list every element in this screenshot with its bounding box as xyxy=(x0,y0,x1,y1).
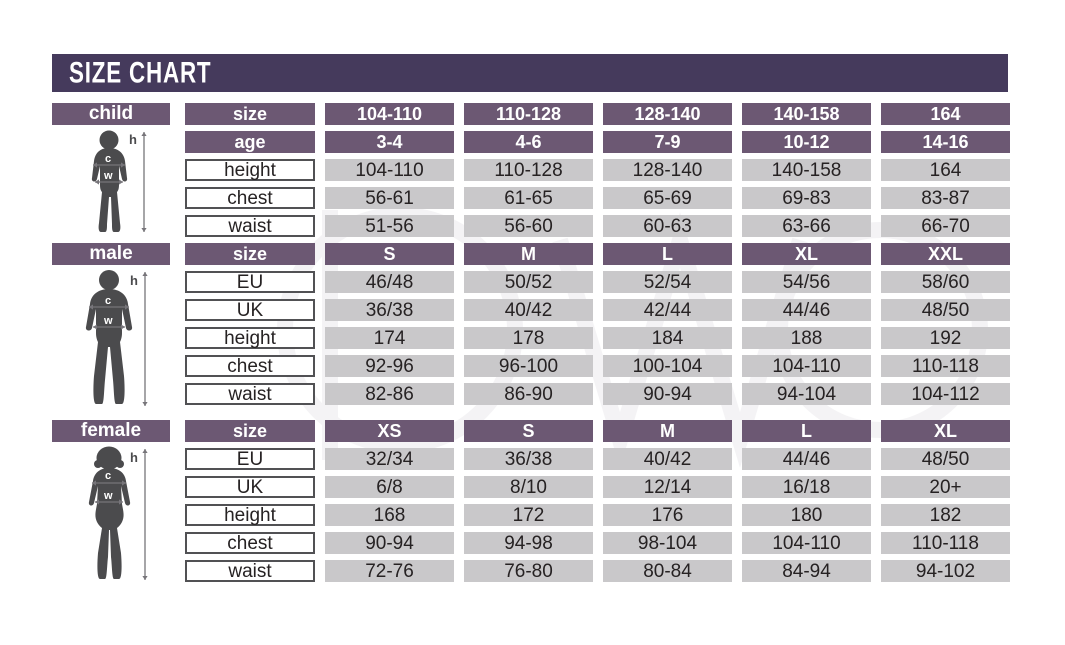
female-row-label-height: height xyxy=(185,504,315,526)
child-age-col4: 10-12 xyxy=(742,131,871,153)
male-uk-col2: 40/42 xyxy=(464,299,593,321)
child-age-col1: 3-4 xyxy=(325,131,454,153)
female-row-label-size: size xyxy=(185,420,315,442)
male-waist-col5: 104-112 xyxy=(881,383,1010,405)
svg-text:h: h xyxy=(128,132,137,147)
male-row-label-height: height xyxy=(185,327,315,349)
male-waist-col1: 82-86 xyxy=(325,383,454,405)
child-size-col4: 140-158 xyxy=(742,103,871,125)
child-chest-col4: 69-83 xyxy=(742,187,871,209)
section-male xyxy=(52,243,1010,409)
sections xyxy=(52,103,1010,589)
child-height-col5: 164 xyxy=(881,159,1010,181)
female-uk-col3: 12/14 xyxy=(603,476,732,498)
child-size-col1: 104-110 xyxy=(325,103,454,125)
child-height-col4: 140-158 xyxy=(742,159,871,181)
child-size-col3: 128-140 xyxy=(603,103,732,125)
child-chest-col2: 61-65 xyxy=(464,187,593,209)
female-waist-col1: 72-76 xyxy=(325,560,454,582)
male-height-col5: 192 xyxy=(881,327,1010,349)
child-waist-col3: 60-63 xyxy=(603,215,732,237)
child-chest-col3: 65-69 xyxy=(603,187,732,209)
female-height-col4: 180 xyxy=(742,504,871,526)
male-waist-col4: 94-104 xyxy=(742,383,871,405)
male-waist-col2: 86-90 xyxy=(464,383,593,405)
female-eu-col2: 36/38 xyxy=(464,448,593,470)
female-eu-col4: 44/46 xyxy=(742,448,871,470)
female-waist-col4: 84-94 xyxy=(742,560,871,582)
female-size-col4: L xyxy=(742,420,871,442)
section-left xyxy=(52,243,170,409)
page-title: SIZE CHART xyxy=(69,56,212,89)
child-waist-col5: 66-70 xyxy=(881,215,1010,237)
female-chest-col1: 90-94 xyxy=(325,532,454,554)
child-height-col1: 104-110 xyxy=(325,159,454,181)
svg-text:w: w xyxy=(103,490,113,502)
child-row-label-height: height xyxy=(185,159,315,181)
female-figure-icon xyxy=(64,446,159,583)
female-size-col2: S xyxy=(464,420,593,442)
female-height-col2: 172 xyxy=(464,504,593,526)
male-chest-col1: 92-96 xyxy=(325,355,454,377)
child-waist-col4: 63-66 xyxy=(742,215,871,237)
child-grid xyxy=(185,103,1010,237)
male-row-label-eu: EU xyxy=(185,271,315,293)
section-child xyxy=(52,103,1010,237)
female-chest-col2: 94-98 xyxy=(464,532,593,554)
male-row-label-waist: waist xyxy=(185,383,315,405)
male-size-col2: M xyxy=(464,243,593,265)
female-uk-col1: 6/8 xyxy=(325,476,454,498)
child-row-label-age: age xyxy=(185,131,315,153)
male-height-col1: 174 xyxy=(325,327,454,349)
svg-text:w: w xyxy=(103,315,113,327)
male-figure-icon xyxy=(64,269,159,409)
female-size-col3: M xyxy=(603,420,732,442)
section-left xyxy=(52,103,170,237)
child-waist-col2: 56-60 xyxy=(464,215,593,237)
male-height-col4: 188 xyxy=(742,327,871,349)
figure xyxy=(64,442,159,583)
female-grid xyxy=(185,420,1010,583)
child-row-label-size: size xyxy=(185,103,315,125)
svg-text:c: c xyxy=(104,295,111,307)
female-row-label-chest: chest xyxy=(185,532,315,554)
male-chest-col3: 100-104 xyxy=(603,355,732,377)
male-chest-col2: 96-100 xyxy=(464,355,593,377)
child-height-col3: 128-140 xyxy=(603,159,732,181)
svg-text:h: h xyxy=(129,450,138,465)
male-grid xyxy=(185,243,1010,409)
male-eu-col3: 52/54 xyxy=(603,271,732,293)
male-chest-col4: 104-110 xyxy=(742,355,871,377)
female-eu-col5: 48/50 xyxy=(881,448,1010,470)
male-height-col2: 178 xyxy=(464,327,593,349)
child-row-label-waist: waist xyxy=(185,215,315,237)
female-height-col1: 168 xyxy=(325,504,454,526)
male-uk-col5: 48/50 xyxy=(881,299,1010,321)
male-size-col1: S xyxy=(325,243,454,265)
child-figure-icon xyxy=(64,129,159,235)
svg-text:c: c xyxy=(104,470,111,482)
female-waist-col3: 80-84 xyxy=(603,560,732,582)
child-age-col2: 4-6 xyxy=(464,131,593,153)
svg-text:h: h xyxy=(129,273,138,288)
child-chest-col1: 56-61 xyxy=(325,187,454,209)
female-uk-col2: 8/10 xyxy=(464,476,593,498)
title-bar xyxy=(52,54,1008,92)
male-height-col3: 184 xyxy=(603,327,732,349)
female-uk-col4: 16/18 xyxy=(742,476,871,498)
female-chest-col4: 104-110 xyxy=(742,532,871,554)
figure xyxy=(64,125,159,237)
female-chest-col5: 110-118 xyxy=(881,532,1010,554)
section-female xyxy=(52,420,1010,583)
female-label: female xyxy=(52,420,170,442)
male-waist-col3: 90-94 xyxy=(603,383,732,405)
female-height-col5: 182 xyxy=(881,504,1010,526)
male-eu-col4: 54/56 xyxy=(742,271,871,293)
male-eu-col2: 50/52 xyxy=(464,271,593,293)
male-size-col5: XXL xyxy=(881,243,1010,265)
female-row-label-waist: waist xyxy=(185,560,315,582)
child-age-col3: 7-9 xyxy=(603,131,732,153)
svg-text:c: c xyxy=(104,153,111,165)
female-row-label-uk: UK xyxy=(185,476,315,498)
female-row-label-eu: EU xyxy=(185,448,315,470)
female-eu-col3: 40/42 xyxy=(603,448,732,470)
male-row-label-size: size xyxy=(185,243,315,265)
section-left xyxy=(52,420,170,583)
child-waist-col1: 51-56 xyxy=(325,215,454,237)
female-size-col5: XL xyxy=(881,420,1010,442)
child-label: child xyxy=(52,103,170,125)
female-waist-col5: 94-102 xyxy=(881,560,1010,582)
male-row-label-chest: chest xyxy=(185,355,315,377)
male-uk-col1: 36/38 xyxy=(325,299,454,321)
female-waist-col2: 76-80 xyxy=(464,560,593,582)
child-size-col5: 164 xyxy=(881,103,1010,125)
figure xyxy=(64,265,159,409)
male-eu-col5: 58/60 xyxy=(881,271,1010,293)
female-eu-col1: 32/34 xyxy=(325,448,454,470)
child-height-col2: 110-128 xyxy=(464,159,593,181)
male-label: male xyxy=(52,243,170,265)
child-row-label-chest: chest xyxy=(185,187,315,209)
child-age-col5: 14-16 xyxy=(881,131,1010,153)
female-uk-col5: 20+ xyxy=(881,476,1010,498)
male-eu-col1: 46/48 xyxy=(325,271,454,293)
female-chest-col3: 98-104 xyxy=(603,532,732,554)
svg-text:w: w xyxy=(103,170,113,182)
male-row-label-uk: UK xyxy=(185,299,315,321)
child-size-col2: 110-128 xyxy=(464,103,593,125)
male-uk-col3: 42/44 xyxy=(603,299,732,321)
female-size-col1: XS xyxy=(325,420,454,442)
child-chest-col5: 83-87 xyxy=(881,187,1010,209)
male-uk-col4: 44/46 xyxy=(742,299,871,321)
male-size-col3: L xyxy=(603,243,732,265)
male-size-col4: XL xyxy=(742,243,871,265)
male-chest-col5: 110-118 xyxy=(881,355,1010,377)
female-height-col3: 176 xyxy=(603,504,732,526)
